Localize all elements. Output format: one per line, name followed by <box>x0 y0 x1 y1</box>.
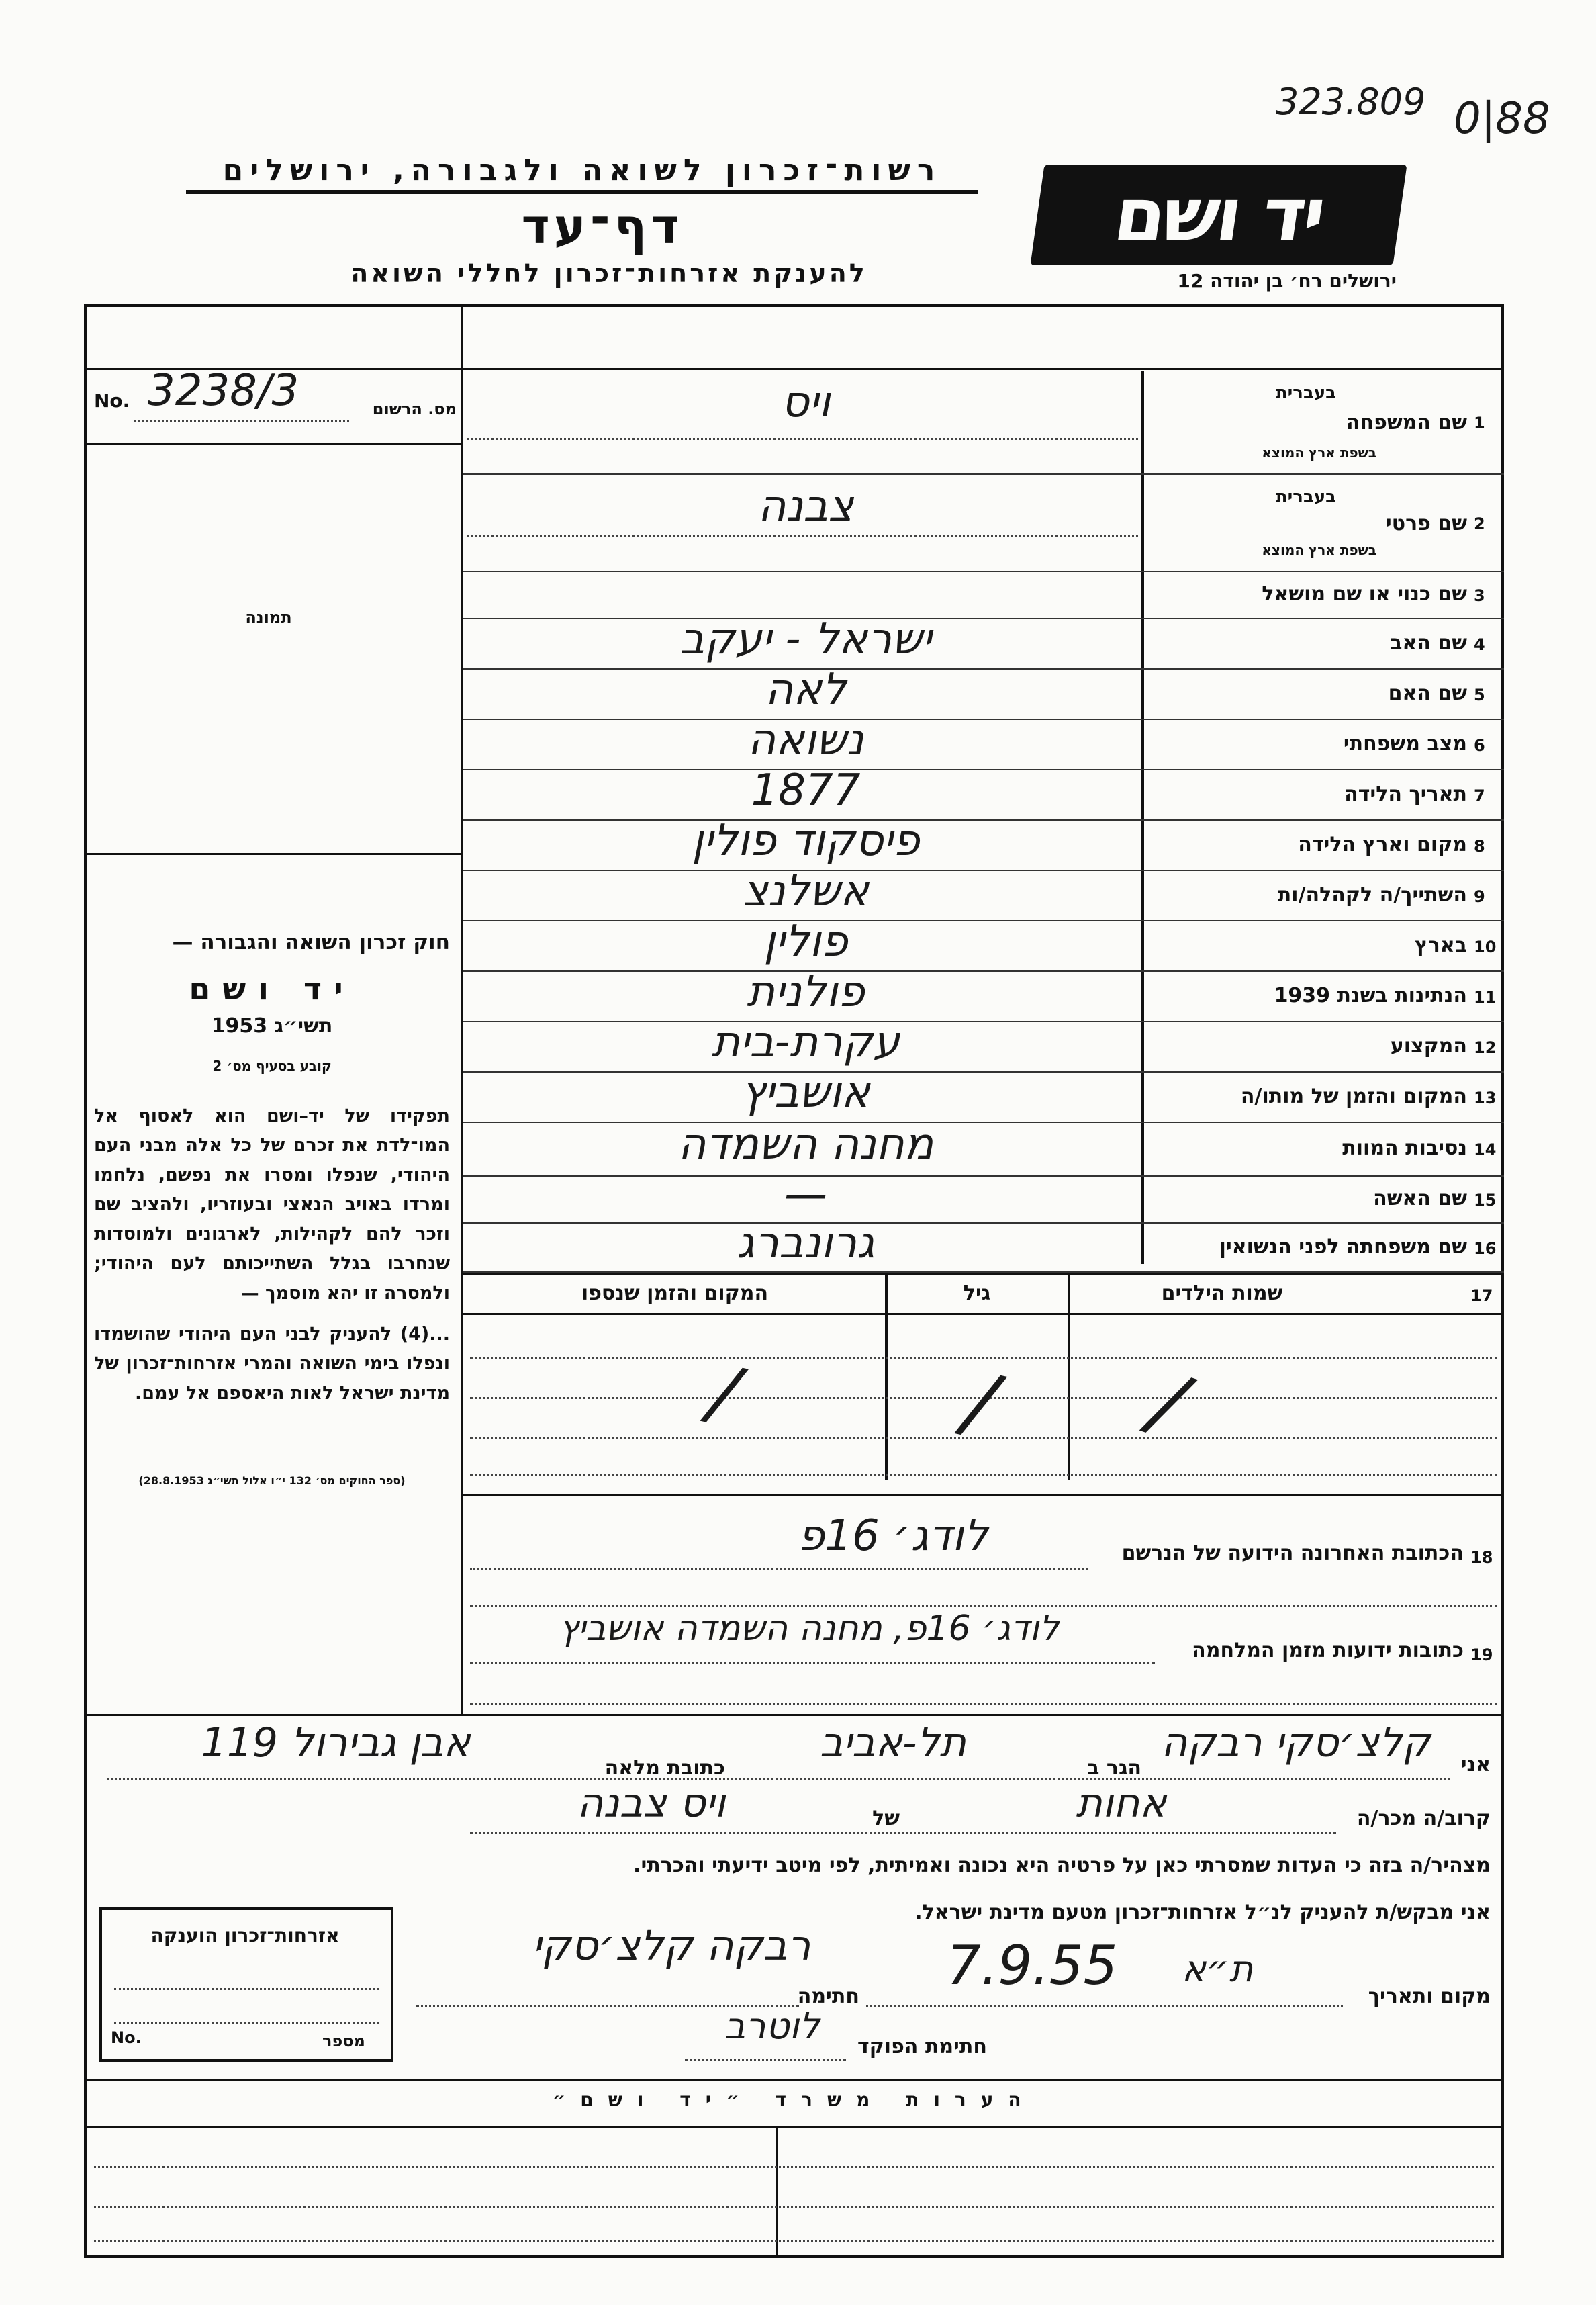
field-number: 16 <box>1474 1238 1497 1258</box>
declarant-name: קלצ׳סקי רבקה <box>1161 1719 1431 1766</box>
field-value: פולין <box>763 916 848 966</box>
field-label: שם המשפחה <box>1346 410 1467 435</box>
logo-address: ירושלים רח׳ בן יהודה 12 <box>1177 270 1397 292</box>
law-clause: קובע בסעיף מס׳ 2 <box>212 1058 332 1074</box>
declarant-signature: רבקה קלצ׳סקי <box>532 1921 811 1970</box>
field-label: המקצוע <box>1390 1034 1467 1058</box>
field-number: 9 <box>1474 887 1485 906</box>
citizenship-granted-title: אזרחות־זכרון הוענקה <box>150 1924 340 1946</box>
relation-value: אחות <box>1076 1780 1167 1827</box>
last-address-value: לודג׳ 16פ <box>798 1511 988 1561</box>
field-number: 1 <box>1474 413 1485 433</box>
office-notes-title: הערות משרד ״יד ושם״ <box>552 2089 1036 2111</box>
children-names-header: שמות הילדים <box>1161 1281 1283 1305</box>
children-names-mark: / <box>1141 1355 1196 1452</box>
field-label: מצב משפחתי <box>1343 731 1467 756</box>
field-number: 2 <box>1474 514 1485 533</box>
children-age-mark: / <box>957 1355 1004 1452</box>
field-label: מקום וארץ הלידה <box>1298 832 1467 856</box>
field-value: נשואה <box>747 715 864 765</box>
victim-reference: ויס צבנה <box>577 1780 726 1827</box>
field-number: 8 <box>1474 836 1485 856</box>
field-label: נסיבות המוות <box>1342 1136 1467 1160</box>
field-label: בארץ <box>1414 933 1467 957</box>
law-year: תשי״ג 1953 <box>211 1014 333 1038</box>
declarant-address: אבן גבירול 119 <box>201 1719 471 1766</box>
declaration-statement: מצהיר/ה בזה כי העדות שמסרתי כאן על פרטיה היא נכונה ואמיתית, לפי מיטב ידיעתי והכרתי. <box>633 1854 1491 1877</box>
field-label: המקום והזמן של מותו/ה <box>1240 1084 1467 1108</box>
field-value: גרונברג <box>737 1218 875 1268</box>
declaration-place: ת״א <box>1182 1948 1254 1990</box>
field-value: אשלנצ <box>742 866 870 916</box>
left-column-divider <box>461 304 463 1714</box>
field-number: 13 <box>1474 1088 1497 1108</box>
sheet-number: 0|88 <box>1454 94 1550 144</box>
field-label: שם כנוי או שם מושאל <box>1262 582 1467 606</box>
form-title: דף־עד <box>521 198 684 255</box>
declaration-request: אני מבקש/ת להעניק לנ״ל אזרחות־זכרון מטעם מדינת ישראל. <box>914 1901 1491 1924</box>
law-item-4: ...(4) להעניק לבני העם היהודי שהושמדו ונפלו בימי השואה והמרי אזרחות־זכרון של מדינת ישראל לאות היאספם אל עמם. <box>94 1324 450 1404</box>
field-value: פיסקוד פולין <box>692 815 920 866</box>
field-label: שם פרטי <box>1385 511 1467 535</box>
yad-vashem-logo: יד ושם <box>1030 165 1407 265</box>
declaration-date: 7.9.55 <box>947 1934 1118 1997</box>
declarant-city: תל-אביב <box>819 1719 967 1766</box>
field-label: תאריך הלידה <box>1344 782 1467 806</box>
law-source: (ספר החוקים מס׳ 132 י״ו אלול תשי״ג 28.8.1953) <box>138 1474 406 1487</box>
field-value: 1877 <box>751 765 861 815</box>
children-place-mark: / <box>703 1348 745 1438</box>
field-number: 7 <box>1474 786 1485 805</box>
authority-name: רשות־זכרון לשואה ולגבורה, ירושלים <box>186 153 978 194</box>
field-value: ויס <box>781 377 831 427</box>
field-value: צבנה <box>757 482 854 531</box>
registration-number: 3238/3 <box>148 366 299 416</box>
field-value: עקרת-בית <box>711 1017 900 1067</box>
children-place-header: המקום והזמן שנספו <box>581 1281 769 1305</box>
registration-label: מס. הרשום <box>372 400 457 418</box>
field-label: שם האשה <box>1373 1187 1467 1210</box>
field-value: — <box>784 1170 827 1220</box>
field-number: 5 <box>1474 685 1485 705</box>
field-number: 14 <box>1474 1140 1497 1159</box>
field-number: 4 <box>1474 635 1485 654</box>
field-sublabel-origin: בשפת ארץ המוצא <box>1262 445 1376 461</box>
field-value: לאה <box>765 664 847 715</box>
last-address-label: הכתובת האחרונה הידועה של הנרשם <box>1121 1541 1464 1565</box>
field-number: 3 <box>1474 586 1485 605</box>
law-name: יד ושם <box>189 970 355 1007</box>
field-sublabel-hebrew: בעברית <box>1275 487 1336 507</box>
officer-signature: לוטרב <box>724 2005 820 2047</box>
field-sublabel-origin: בשפת ארץ המוצא <box>1262 542 1376 558</box>
field-number: 10 <box>1474 937 1497 956</box>
field-value: פולנית <box>747 966 865 1017</box>
field-label: שם האם <box>1388 681 1467 705</box>
label-column-divider <box>1141 371 1144 1264</box>
field-number: 12 <box>1474 1038 1497 1057</box>
field-label: השתייך/ה לקהלה/ות <box>1277 883 1467 907</box>
war-addresses-label: כתובות ידועות מזמן המלחמה <box>1192 1639 1464 1662</box>
field-label: הנתינות בשנת 1939 <box>1274 983 1467 1007</box>
children-age-header: גיל <box>963 1281 991 1305</box>
field-number: 11 <box>1474 987 1497 1007</box>
field-value: מחנה השמדה <box>677 1120 934 1169</box>
war-addresses-value: לודג׳ 16פ, מחנה השמדה אושביץ <box>559 1609 1060 1649</box>
field-label: שם האב <box>1390 631 1467 655</box>
field-label: שם משפחתה לפני הנשואין <box>1219 1234 1467 1259</box>
field-sublabel-hebrew: בעברית <box>1275 383 1336 403</box>
field-value: ישראל - יעקב <box>679 614 932 664</box>
law-title: חוק זכרון השואה והגבורה — <box>172 930 450 954</box>
photo-label: תמונה <box>245 608 292 627</box>
field-value: אושביץ <box>741 1067 870 1118</box>
form-subtitle: להענקת אזרחות־זכרון לחללי השואה <box>350 259 867 288</box>
registry-number: 323.809 <box>1276 81 1426 123</box>
field-number: 6 <box>1474 735 1485 755</box>
field-number: 15 <box>1474 1191 1497 1210</box>
law-body: תפקידו של יד–ושם הוא לאסוף אל המו־לדת את זכרם של כל אלה מבני העם היהודי, שנפלו ומסרו את נפשם, נלחמו ומרדו באויב הנאצי ובעוזריו, ולהציב שם וזכר להם לקהילות, לארגונים ולמוסדות שנחרבו בגלל השתייכותם לעם היהודי; ולמסרה זו יהא מוסמך — <box>94 1105 450 1304</box>
